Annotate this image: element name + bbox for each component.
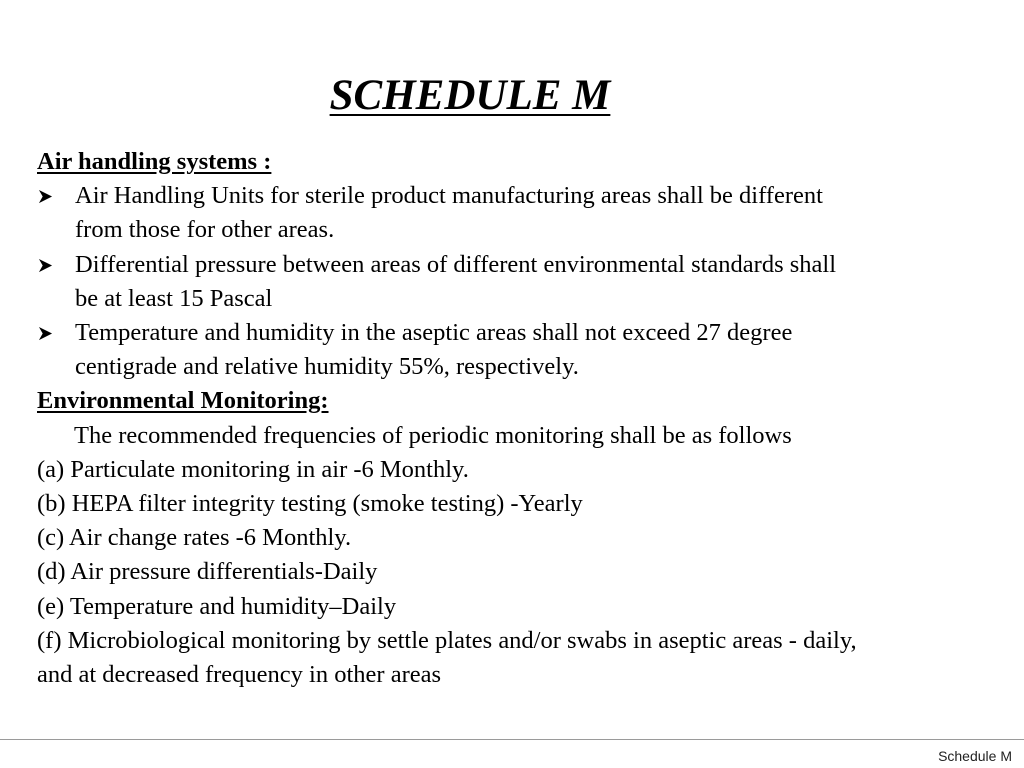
arrow-bullet-icon xyxy=(38,189,53,204)
bullet-item xyxy=(37,316,1002,384)
monitoring-item: (d) Air pressure differentials-Daily xyxy=(37,558,378,586)
arrow-bullet-icon xyxy=(38,258,53,273)
bullet-line: Air Handling Units for sterile product manufacturing areas shall be different xyxy=(75,182,823,210)
slide-title: SCHEDULE M xyxy=(329,72,611,119)
bullet-line: centigrade and relative humidity 55%, respectively. xyxy=(75,353,579,381)
monitoring-item: and at decreased frequency in other areas xyxy=(37,661,442,689)
arrow-bullet-icon xyxy=(38,326,53,341)
slide-footer xyxy=(0,739,1024,768)
slide-body xyxy=(37,145,1002,692)
bullet-item xyxy=(37,179,1002,247)
bullet-item xyxy=(37,248,1002,316)
footer-label: Schedule M xyxy=(938,748,1012,764)
monitoring-item: (e) Temperature and humidity–Daily xyxy=(37,592,397,620)
air-handling-heading: Air handling systems : xyxy=(37,148,272,175)
bullet-line: be at least 15 Pascal xyxy=(75,284,273,312)
monitoring-item: (a) Particulate monitoring in air -6 Monthly. xyxy=(37,455,469,483)
monitoring-item: (f) Microbiological monitoring by settle plates and/or swabs in aseptic areas - daily, xyxy=(37,626,857,654)
monitoring-item: (c) Air change rates -6 Monthly. xyxy=(37,524,352,552)
bullet-line: from those for other areas. xyxy=(75,216,335,244)
monitoring-intro: The recommended frequencies of periodic monitoring shall be as follows xyxy=(74,421,792,449)
monitoring-item: (b) HEPA filter integrity testing (smoke testing) -Yearly xyxy=(37,490,583,518)
environmental-monitoring-heading: Environmental Monitoring: xyxy=(37,387,329,415)
bullet-line: Differential pressure between areas of different environmental standards shall xyxy=(75,250,837,278)
bullet-line: Temperature and humidity in the aseptic areas shall not exceed 27 degree xyxy=(75,319,793,347)
